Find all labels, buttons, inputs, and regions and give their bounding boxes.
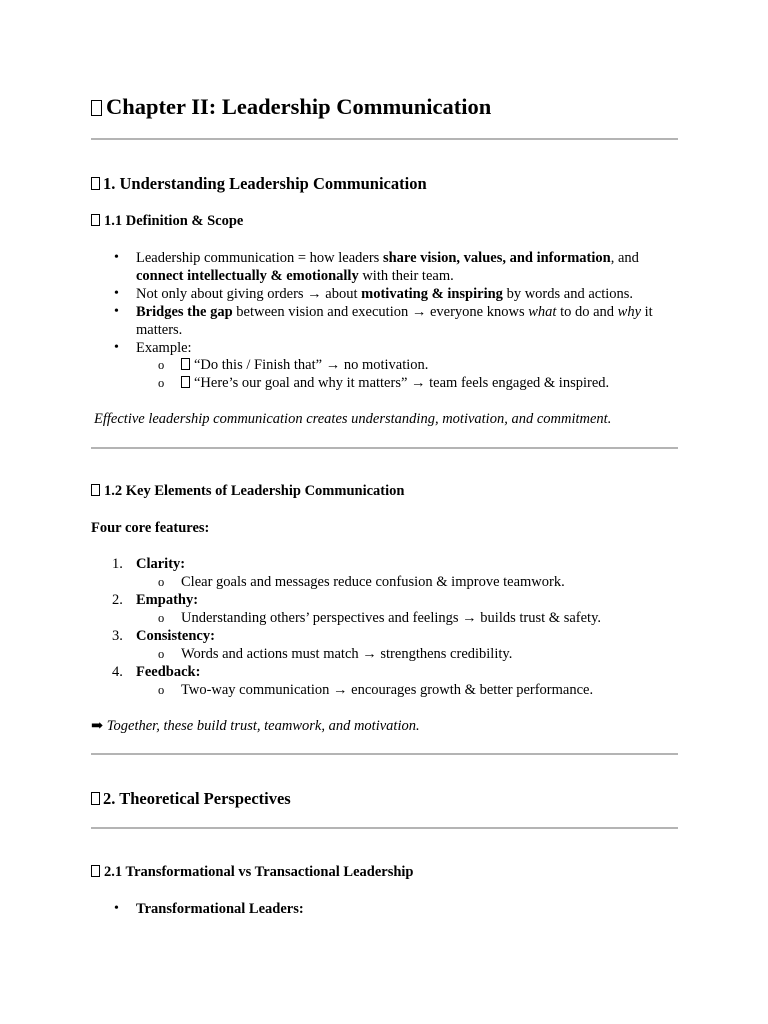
list-item: 4. Feedback: xyxy=(112,664,201,680)
subsection-2-1-heading: 2.1 Transformational vs Transactional Leadership xyxy=(91,862,414,882)
list-item: 3. Consistency: xyxy=(112,628,215,644)
divider xyxy=(91,827,678,829)
list-item: • Not only about giving orders → about motivating & inspiring by words and actions. xyxy=(114,286,634,302)
missing-glyph-icon xyxy=(91,214,100,226)
section-2-heading: 2. Theoretical Perspectives xyxy=(91,788,291,810)
list-item: • Transformational Leaders: xyxy=(114,901,304,917)
subsection-1-2-heading: 1.2 Key Elements of Leadership Communication xyxy=(91,481,404,501)
list-item: • Leadership communication = how leaders share vision, values, and information, and connect intellectually & emotionally with their team. xyxy=(114,250,639,284)
section-1-heading: 1. Understanding Leadership Communication xyxy=(91,173,427,195)
sub-list-item: o Words and actions must match → strengthens credibility. xyxy=(158,646,513,662)
sub-list-item: o “Do this / Finish that” → no motivation. xyxy=(158,357,429,373)
sub-list-item: o “Here’s our goal and why it matters” → team feels engaged & inspired. xyxy=(158,375,610,391)
list-item: 2. Empathy: xyxy=(112,592,199,608)
list-item: • Example: xyxy=(114,340,192,356)
list-item: • Bridges the gap between vision and execution → everyone knows what to do and why it matters. xyxy=(114,304,653,338)
divider xyxy=(91,753,678,755)
missing-glyph-icon xyxy=(91,177,100,190)
sub-list-item: o Clear goals and messages reduce confusion & improve teamwork. xyxy=(158,574,565,590)
conclusion-text: ➡ Together, these build trust, teamwork, and motivation. xyxy=(91,718,420,734)
chapter-title: Chapter II: Leadership Communication xyxy=(91,92,491,122)
missing-glyph-icon xyxy=(91,100,102,116)
missing-glyph-icon xyxy=(181,376,190,388)
divider xyxy=(91,447,678,449)
subsection-1-1-heading: 1.1 Definition & Scope xyxy=(91,211,243,231)
sub-list-item: o Understanding others’ perspectives and feelings → builds trust & safety. xyxy=(158,610,601,626)
missing-glyph-icon xyxy=(91,484,100,496)
divider xyxy=(91,138,678,140)
missing-glyph-icon xyxy=(181,358,190,370)
sub-list-item: o Two-way communication → encourages growth & better performance. xyxy=(158,682,594,698)
missing-glyph-icon xyxy=(91,865,100,877)
list-item: 1. Clarity: xyxy=(112,556,186,572)
intro-text: Four core features: xyxy=(91,520,210,536)
summary-text: Effective leadership communication creates understanding, motivation, and commitment. xyxy=(94,411,612,427)
right-arrow-icon: ➡ xyxy=(91,718,104,734)
missing-glyph-icon xyxy=(91,792,100,805)
